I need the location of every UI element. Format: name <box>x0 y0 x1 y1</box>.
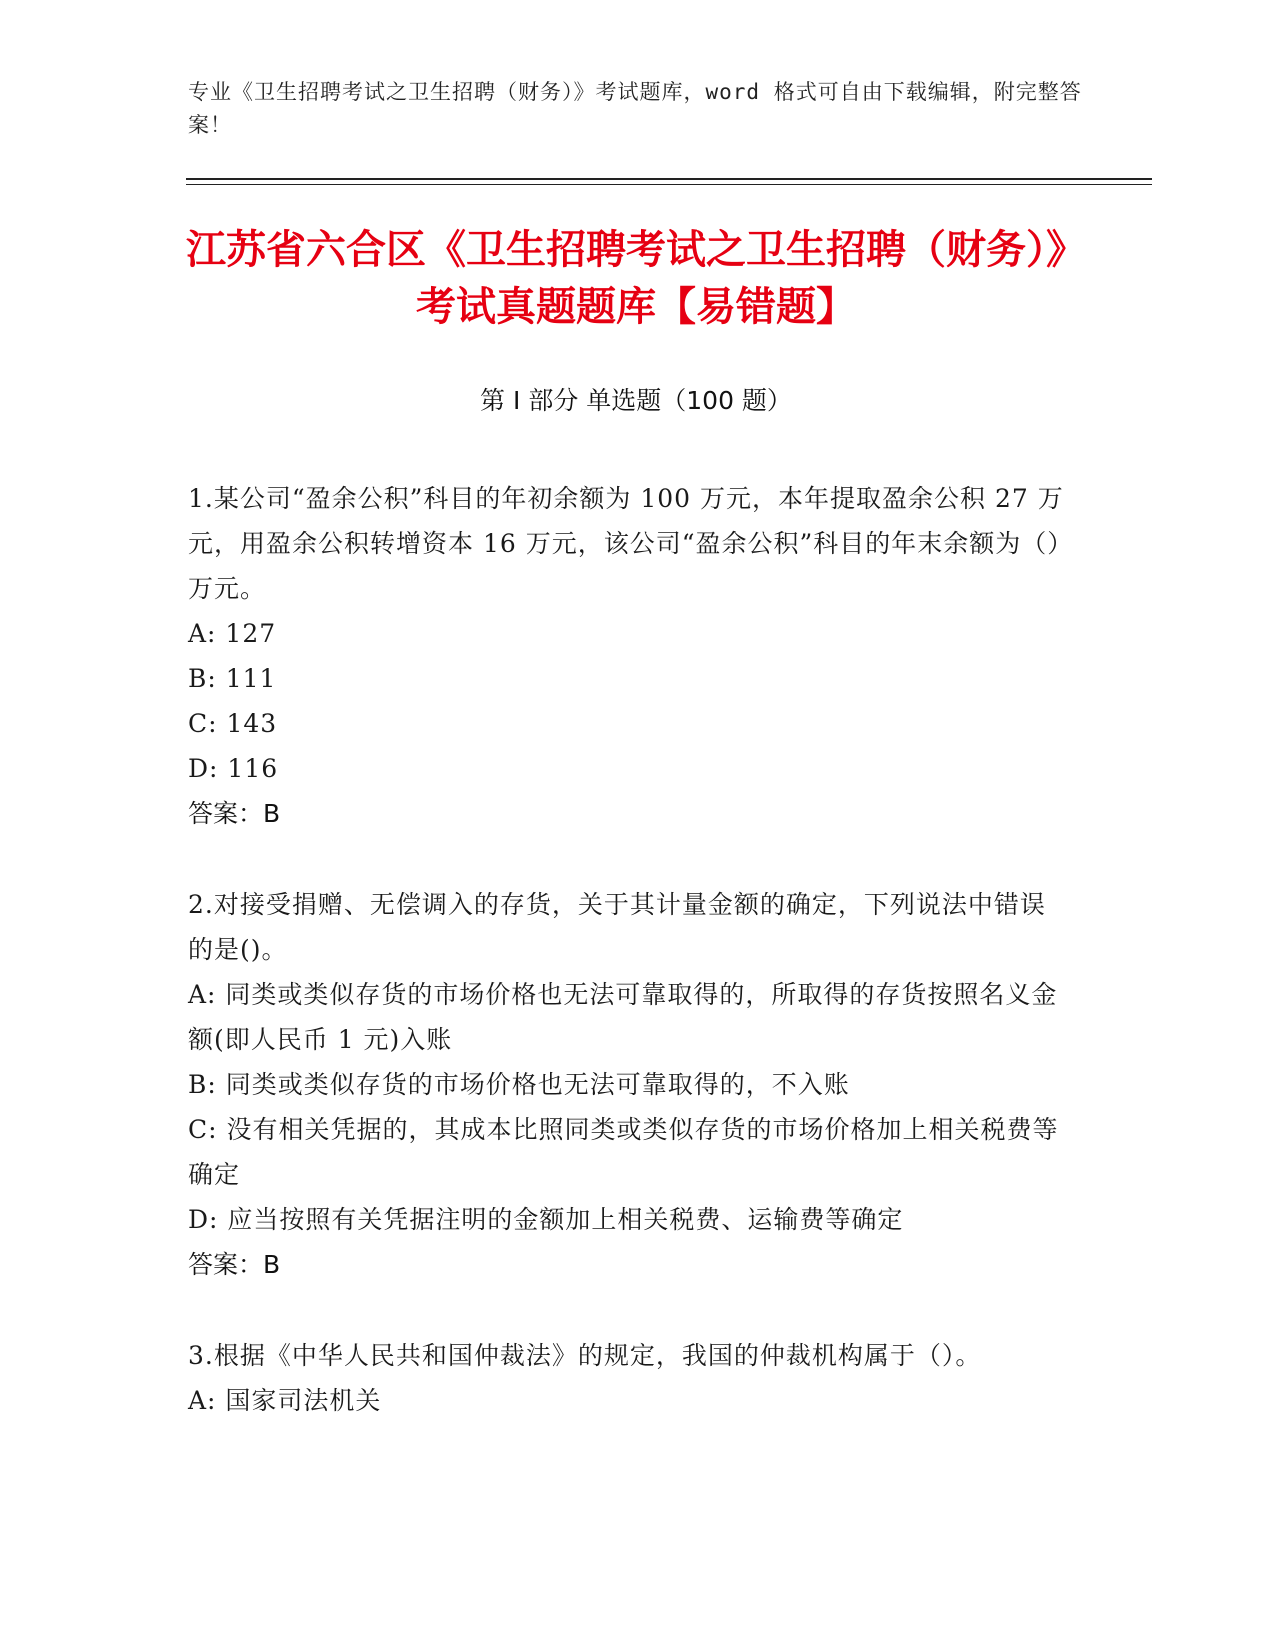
question-3 <box>188 1333 1068 1423</box>
header-rule-thick <box>186 178 1152 180</box>
question-1 <box>188 476 1068 836</box>
answer: 答案：B <box>188 799 281 828</box>
header-rule-thin <box>186 184 1152 185</box>
option-b: B: 同类或类似存货的市场价格也无法可靠取得的，不入账 <box>188 1070 850 1099</box>
question-list <box>188 476 1068 1469</box>
section-title: 第 I 部分 单选题（100 题） <box>480 386 792 415</box>
option-a: A: 同类或类似存货的市场价格也无法可靠取得的，所取得的存货按照名义金额(即人民币 1 元)入账 <box>188 980 1058 1054</box>
question-stem: 3.根据《中华人民共和国仲裁法》的规定，我国的仲裁机构属于（）。 <box>188 1341 982 1370</box>
option-c: C: 没有相关凭据的，其成本比照同类或类似存货的市场价格加上相关税费等确定 <box>188 1115 1059 1189</box>
option-c: C: 143 <box>188 709 278 738</box>
option-a: A: 国家司法机关 <box>188 1386 382 1415</box>
option-a: A: 127 <box>188 619 277 648</box>
option-d: D: 应当按照有关凭据注明的金额加上相关税费、运输费等确定 <box>188 1205 904 1234</box>
document-title: 江苏省六合区《卫生招聘考试之卫生招聘（财务）》考试真题题库【易错题】 <box>186 227 1086 330</box>
option-d: D: 116 <box>188 754 279 783</box>
question-stem: 1.某公司“盈余公积”科目的年初余额为 100 万元，本年提取盈余公积 27 万元，用盈余公积转增资本 16 万元，该公司“盈余公积”科目的年末余额为（）万元。 <box>188 484 1064 603</box>
option-b: B: 111 <box>188 664 277 693</box>
question-2 <box>188 882 1068 1287</box>
answer: 答案：B <box>188 1250 281 1279</box>
header-note: 专业《卫生招聘考试之卫生招聘（财务）》考试题库，word 格式可自由下载编辑，附完整答案！ <box>188 80 1082 137</box>
question-stem: 2.对接受捐赠、无偿调入的存货，关于其计量金额的确定，下列说法中错误的是()。 <box>188 890 1046 964</box>
